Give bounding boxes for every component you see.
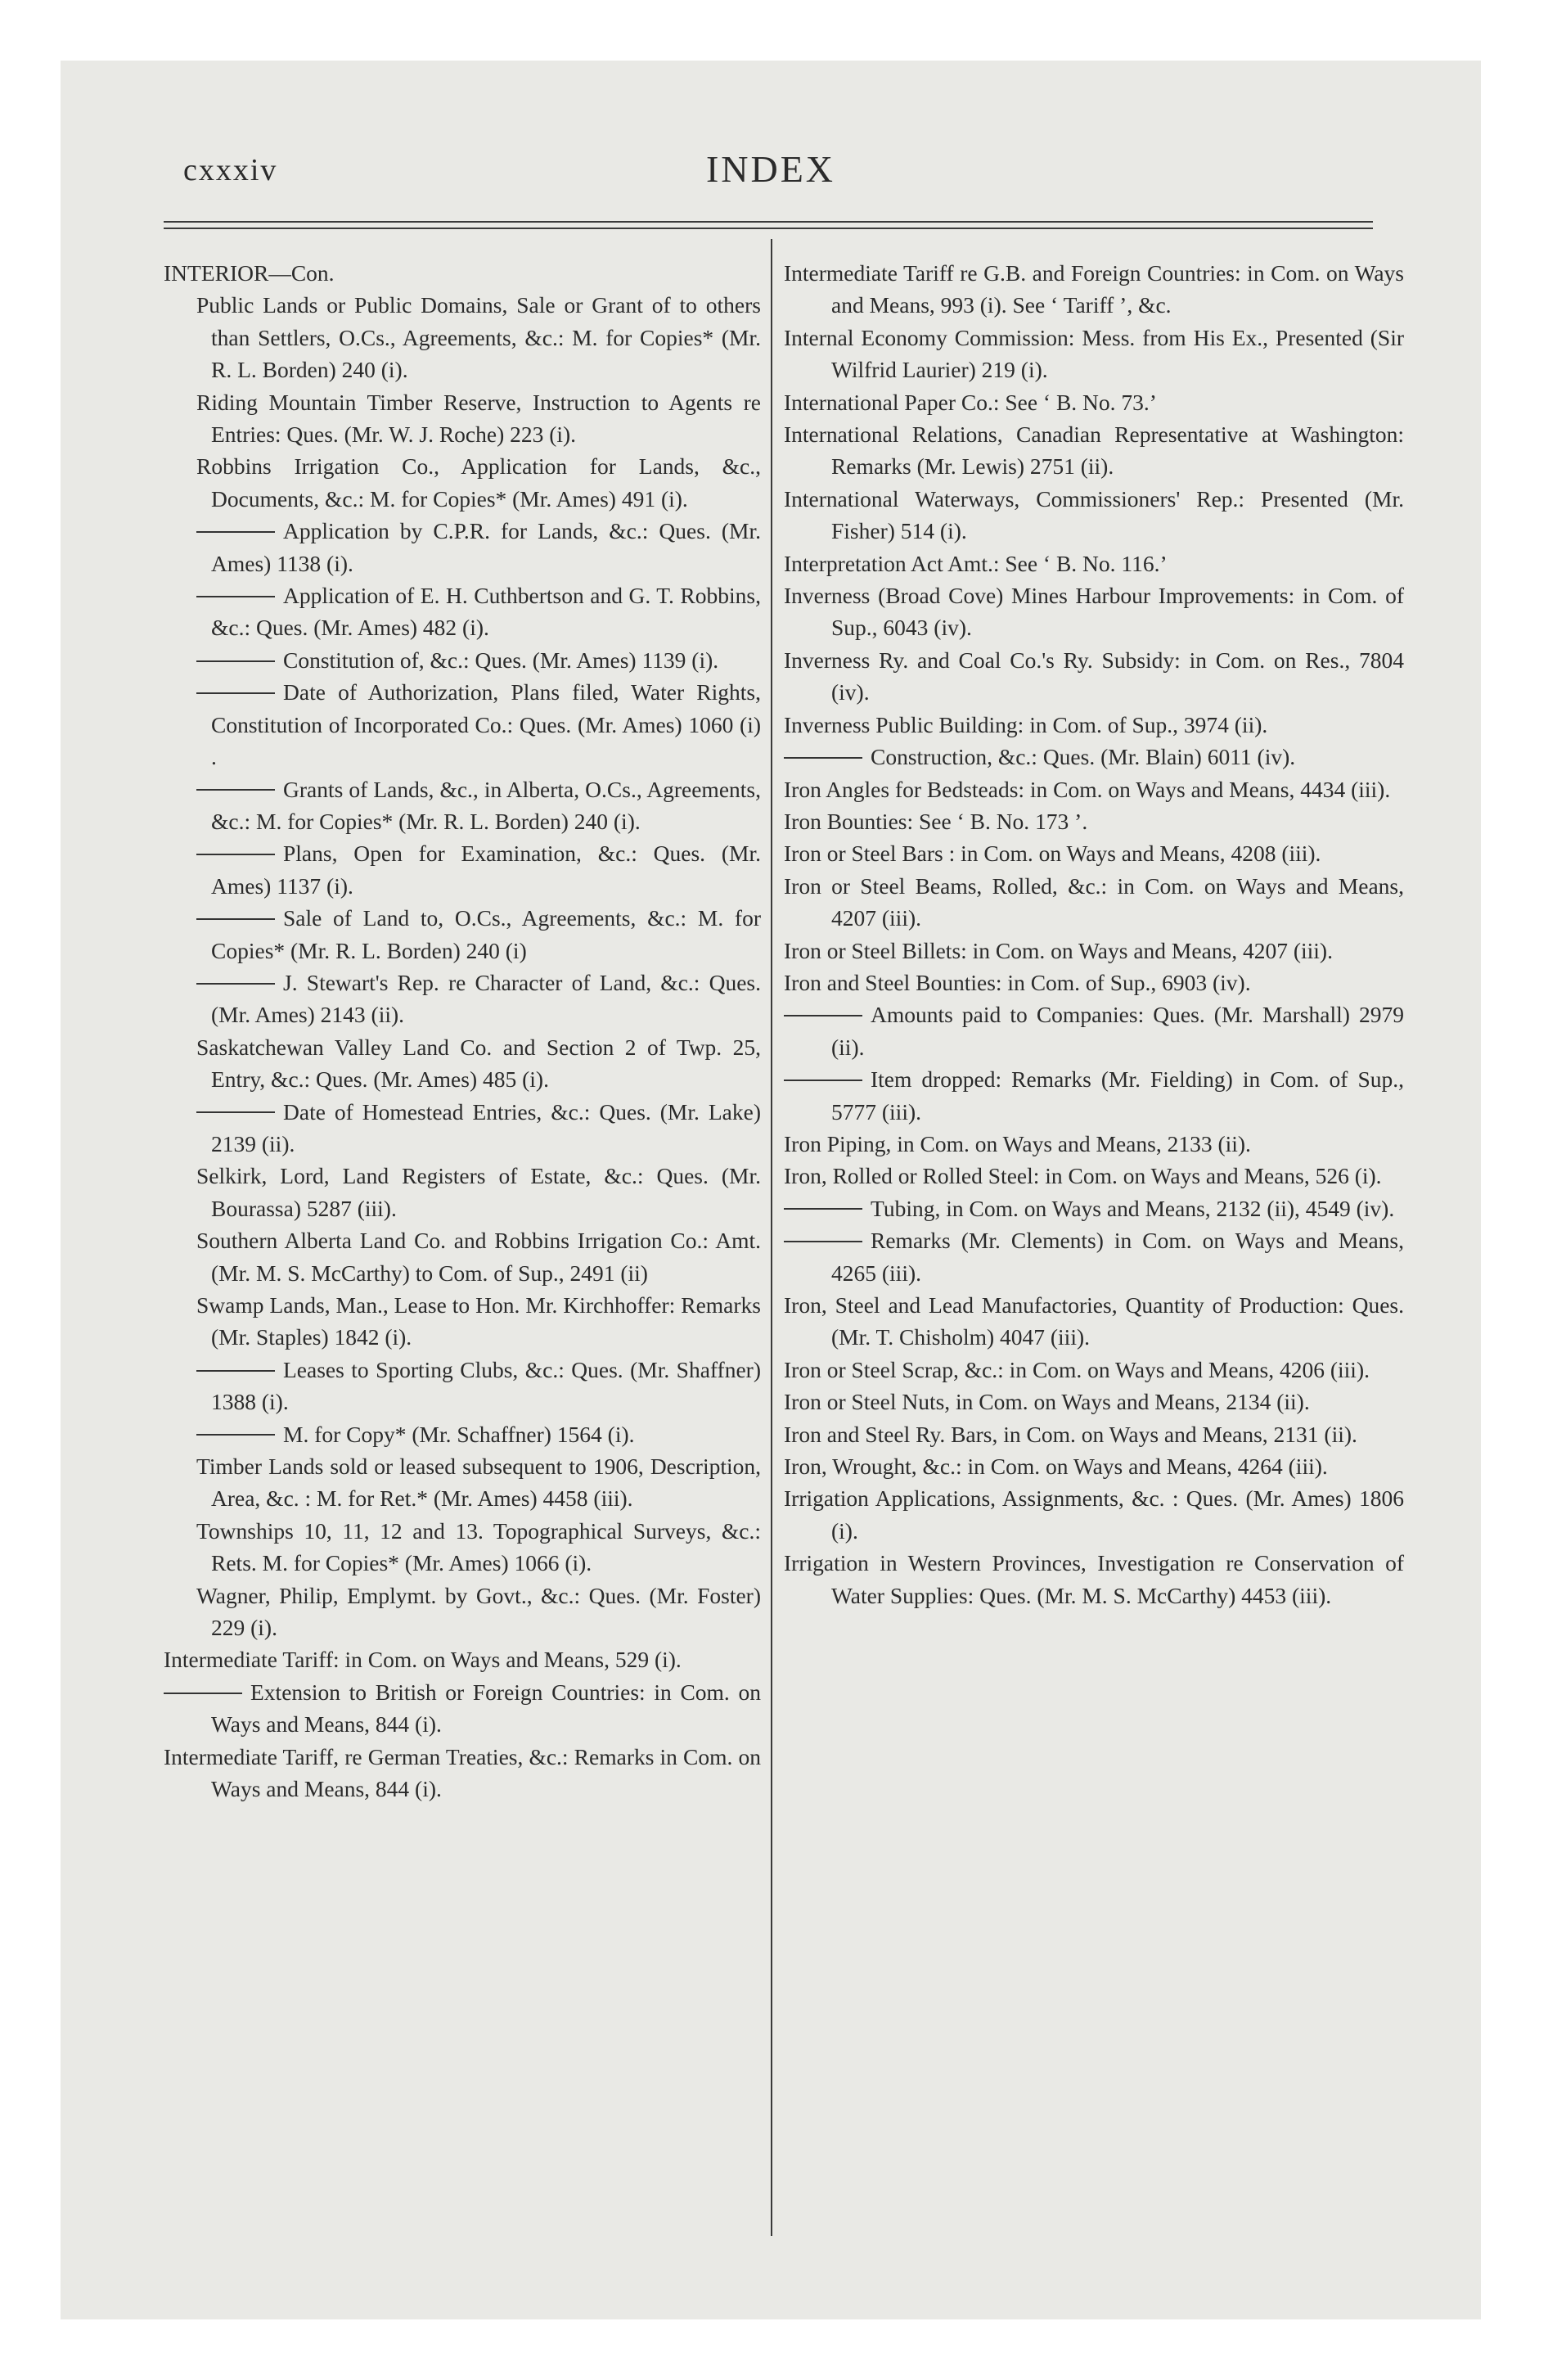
index-entry [164,1450,761,1515]
entry-text: J. Stewart's Rep. re Character of Land, &c.: Ques. (Mr. Ames) 2143 (ii). [211,969,761,1028]
entry-text: Intermediate Tariff: in Com. on Ways and Means, 529 (i). [164,1647,682,1673]
index-entry [784,741,1404,773]
entry-text: Grants of Lands, &c., in Alberta, O.Cs., Agreements, &c.: M. for Copies* (Mr. R. L. Borden) 240 (i). [211,776,761,834]
index-entry [784,418,1404,483]
ditto-dash [196,918,275,920]
entry-text: International Paper Co.: See ‘ B. No. 73.’ [784,389,1157,415]
index-entry [784,257,1404,322]
index-entry [164,773,761,838]
index-entry [164,386,761,451]
entry-text: Iron or Steel Bars : in Com. on Ways and Means, 4208 (iii). [784,841,1321,867]
index-entry [164,1031,761,1096]
entry-text: Southern Alberta Land Co. and Robbins Irrigation Co.: Amt. (Mr. M. S. McCarthy) to Com. of Sup., 2491 (ii) [196,1228,761,1286]
entry-text: Wagner, Philip, Emplymt. by Govt., &c.: Ques. (Mr. Foster) 229 (i). [196,1582,761,1641]
index-entry [784,1482,1404,1547]
index-entry [784,1418,1404,1450]
index-entry [784,1063,1404,1128]
entry-text: Application of E. H. Cuthbertson and G. T. Robbins, &c.: Ques. (Mr. Ames) 482 (i). [211,583,761,641]
index-entry [784,1128,1404,1160]
index-entry [784,998,1404,1063]
entry-text: Iron Piping, in Com. on Ways and Means, 2133 (ii). [784,1130,1251,1156]
entry-text: Leases to Sporting Clubs, &c.: Ques. (Mr. Shaffner) 1388 (i). [211,1356,761,1415]
index-page [61,61,1481,2319]
entry-text: Inverness (Broad Cove) Mines Harbour Improvements: in Com. of Sup., 6043 (iv). [784,583,1404,641]
entry-text: Date of Authorization, Plans filed, Water Rights, Constitution of Incorporated Co.: Ques. (Mr. Ames) 1060 (i) . [211,679,761,770]
left-column [164,257,761,1805]
index-entry [164,644,761,676]
index-entry [784,773,1404,805]
entry-text: Inverness Ry. and Coal Co.'s Ry. Subsidy: in Com. on Res., 7804 (iv). [784,647,1404,705]
ditto-dash [784,1015,862,1016]
entry-text: Iron Angles for Bedsteads: in Com. on Ways and Means, 4434 (iii). [784,776,1391,802]
entry-text: Iron or Steel Scrap, &c.: in Com. on Ways and Means, 4206 (iii). [784,1356,1370,1382]
section-heading: INTERIOR—Con. [164,260,335,286]
entry-text: Iron or Steel Billets: in Com. on Ways and Means, 4207 (iii). [784,937,1333,963]
index-entry [784,870,1404,935]
entry-text: Iron Bounties: See ‘ B. No. 173 ’. [784,808,1088,834]
entry-text: Intermediate Tariff re G.B. and Foreign Countries: in Com. on Ways and Means, 993 (i). See ‘ Tariff ’, &c. [784,260,1404,318]
entry-text: Irrigation in Western Provinces, Investigation re Conservation of Water Supplies: Ques. (Mr. M. S. McCarthy) 4453 (iii). [784,1550,1404,1608]
entry-text: Item dropped: Remarks (Mr. Fielding) in Com. of Sup., 5777 (iii). [831,1066,1404,1125]
index-entry [784,548,1404,579]
index-entry [164,1580,761,1644]
index-entry [784,1547,1404,1611]
entry-text: Plans, Open for Examination, &c.: Ques. (Mr. Ames) 1137 (i). [211,841,761,899]
index-entry [784,709,1404,741]
index-entry [164,1515,761,1580]
ditto-dash [196,692,275,694]
ditto-dash [784,1208,862,1210]
index-entry [164,450,761,515]
ditto-dash [196,1111,275,1113]
index-entry [784,935,1404,967]
entry-text: Sale of Land to, O.Cs., Agreements, &c.: M. for Copies* (Mr. R. L. Borden) 240 (i) [211,905,761,963]
entry-text: Internal Economy Commission: Mess. from His Ex., Presented (Sir Wilfrid Laurier) 219 (i). [784,324,1404,383]
entry-text: Iron, Wrought, &c.: in Com. on Ways and Means, 4264 (iii). [784,1454,1328,1480]
entry-text: Selkirk, Lord, Land Registers of Estate, &c.: Ques. (Mr. Bourassa) 5287 (iii). [196,1163,761,1221]
index-entry [784,483,1404,548]
entry-text: Remarks (Mr. Clements) in Com. on Ways and Means, 4265 (iii). [831,1228,1404,1286]
index-entry [164,676,761,773]
index-entry [164,1418,761,1450]
index-entry [784,1450,1404,1482]
index-entry [784,1386,1404,1418]
entry-text: Inverness Public Building: in Com. of Sup., 3974 (ii). [784,711,1268,737]
page-header [61,148,1481,201]
ditto-dash [196,983,275,985]
index-entry [784,1289,1404,1354]
index-entry [164,837,761,902]
entry-text: Iron or Steel Nuts, in Com. on Ways and Means, 2134 (ii). [784,1389,1310,1415]
entry-text: Robbins Irrigation Co., Application for Lands, &c., Documents, &c.: M. for Copies* (Mr. Ames) 491 (i). [196,453,761,512]
index-entry [164,1289,761,1354]
header-rule-bottom [164,228,1373,229]
index-entry [784,579,1404,644]
entry-text: Riding Mountain Timber Reserve, Instruction to Agents re Entries: Ques. (Mr. W. J. Roche) 223 (i). [196,389,761,448]
index-entry [784,805,1404,837]
entry-text: Townships 10, 11, 12 and 13. Topographical Surveys, &c.: Rets. M. for Copies* (Mr. Ames) 1066 (i). [196,1517,761,1576]
index-entry [164,1741,761,1805]
right-column [784,257,1404,1611]
ditto-dash [196,854,275,855]
index-entry [164,579,761,644]
index-entry [784,386,1404,418]
entry-text: Irrigation Applications, Assignments, &c. : Ques. (Mr. Ames) 1806 (i). [784,1485,1404,1544]
index-entry [164,1354,761,1418]
index-entry [164,289,761,385]
index-entry [164,902,761,967]
index-entry [164,1643,761,1675]
entry-text: Date of Homestead Entries, &c.: Ques. (Mr. Lake) 2139 (ii). [211,1098,761,1156]
index-entry [164,1096,761,1161]
index-entry [784,1192,1404,1224]
index-entry [164,515,761,579]
index-entry [784,1224,1404,1289]
entry-text: Swamp Lands, Man., Lease to Hon. Mr. Kirchhoffer: Remarks (Mr. Staples) 1842 (i). [196,1292,761,1350]
column-divider [771,239,772,2236]
entry-text: Iron and Steel Bounties: in Com. of Sup., 6903 (iv). [784,969,1251,995]
entry-text: Interpretation Act Amt.: See ‘ B. No. 116.’ [784,550,1168,576]
entry-text: Constitution of, &c.: Ques. (Mr. Ames) 1139 (i). [283,647,719,673]
entry-text: M. for Copy* (Mr. Schaffner) 1564 (i). [283,1421,635,1447]
entry-text: Timber Lands sold or leased subsequent to 1906, Description, Area, &c. : M. for Ret.* (Mr. Ames) 4458 (iii). [196,1454,761,1512]
index-entry [164,1160,761,1224]
index-entry [784,837,1404,869]
entry-text: Application by C.P.R. for Lands, &c.: Ques. (Mr. Ames) 1138 (i). [211,518,761,576]
entry-text: Iron, Rolled or Rolled Steel: in Com. on Ways and Means, 526 (i). [784,1163,1382,1189]
ditto-dash [784,1080,862,1081]
index-entry [784,322,1404,386]
entry-text: International Waterways, Commissioners' Rep.: Presented (Mr. Fisher) 514 (i). [784,485,1404,544]
entry-text: Iron, Steel and Lead Manufactories, Quantity of Production: Ques. (Mr. T. Chisholm) 4047 (iii). [784,1292,1404,1350]
index-entry [784,1160,1404,1192]
entry-text: Tubing, in Com. on Ways and Means, 2132 (ii), 4549 (iv). [871,1195,1395,1221]
page-number: cxxxiv [183,153,278,187]
ditto-dash [164,1693,242,1694]
header-rule-top [164,221,1373,223]
entry-text: Construction, &c.: Ques. (Mr. Blain) 6011 (iv). [871,744,1296,770]
index-entry [164,1676,761,1741]
entry-text: Amounts paid to Companies: Ques. (Mr. Marshall) 2979 (ii). [831,1002,1404,1060]
index-entry [784,967,1404,998]
entry-text: Iron or Steel Beams, Rolled, &c.: in Com. on Ways and Means, 4207 (iii). [784,872,1404,931]
index-entry [164,967,761,1031]
entry-text: Public Lands or Public Domains, Sale or Grant of to others than Settlers, O.Cs., Agreements, &c.: M. for Copies* (Mr. R. L. Borden) 240 (i). [196,292,761,383]
ditto-dash [784,757,862,759]
entry-text: International Relations, Canadian Representative at Washington: Remarks (Mr. Lewis) 2751 (ii). [784,421,1404,480]
entry-text: Intermediate Tariff, re German Treaties, &c.: Remarks in Com. on Ways and Means, 844 (i). [164,1743,761,1802]
ditto-dash [784,1241,862,1242]
page-title: INDEX [705,148,836,190]
index-entry [784,644,1404,709]
ditto-dash [196,1370,275,1372]
index-entry [164,1224,761,1289]
ditto-dash [196,789,275,791]
ditto-dash [196,531,275,533]
entry-text: Extension to British or Foreign Countries: in Com. on Ways and Means, 844 (i). [211,1679,761,1738]
index-entry [784,1354,1404,1386]
ditto-dash [196,1434,275,1436]
ditto-dash [196,596,275,597]
ditto-dash [196,660,275,662]
entry-text: Saskatchewan Valley Land Co. and Section 2 of Twp. 25, Entry, &c.: Ques. (Mr. Ames) 485 (i). [196,1034,761,1093]
entry-text: Iron and Steel Ry. Bars, in Com. on Ways and Means, 2131 (ii). [784,1421,1357,1447]
